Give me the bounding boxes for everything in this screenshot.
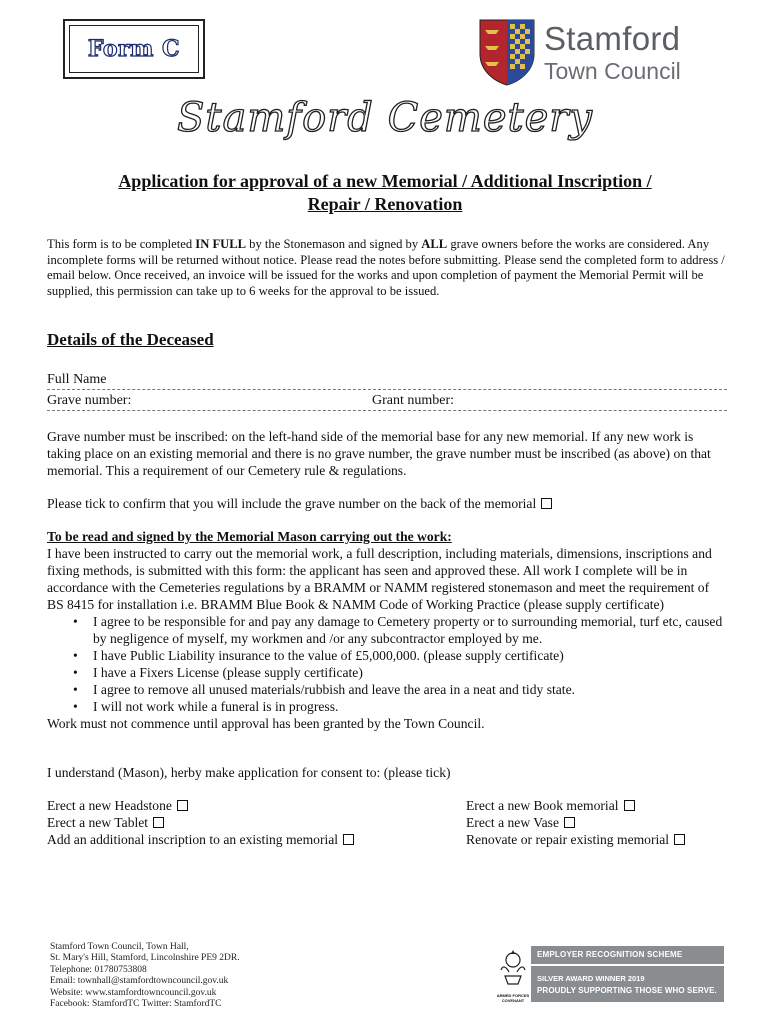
option-new-book-memorial-checkbox[interactable] bbox=[624, 800, 635, 811]
mason-heading: To be read and signed by the Memorial Mason carrying out the work: bbox=[47, 529, 452, 544]
address-line: Stamford Town Council, Town Hall, bbox=[50, 942, 189, 952]
full-name-label: Full Name bbox=[47, 372, 107, 387]
mason-agreements-list bbox=[47, 613, 727, 715]
consent-intro: I understand (Mason), herby make application for consent to: (please tick) bbox=[47, 765, 451, 780]
grant-number-field[interactable]: Grant number: bbox=[372, 393, 455, 408]
list-item: • I agree to be responsible for and pay any damage to Cemetery property or to surrounding memorial, turf etc, caused by negligence of myself, my workmen and /or any subcontractor employed by me. bbox=[93, 613, 727, 647]
option-additional-inscription-checkbox[interactable] bbox=[343, 834, 354, 845]
covenant-award-banner bbox=[531, 946, 724, 1002]
email-link[interactable]: Email: townhall@stamfordtowncouncil.gov.uk bbox=[50, 976, 229, 987]
option-additional-inscription bbox=[47, 831, 354, 848]
mason-closing: Work must not commence until approval has been granted by the Town Council. bbox=[47, 716, 485, 731]
mason-section bbox=[47, 528, 727, 732]
covenant-emblem bbox=[495, 946, 531, 1002]
form-c-badge bbox=[63, 19, 205, 79]
intro-paragraph bbox=[47, 237, 727, 299]
intro-text-3: grave owners before the works are considered. Any incomplete forms will be returned without notice. Please read the notes before submitting. Please send the completed form to address / email below. Once received, an invoice will be issued for the works and upon completion of payment the Memorial Permit will be supplied, this permission can take up to 6 weeks for the approval to be issued. bbox=[47, 237, 725, 298]
banner-award-label: SILVER AWARD WINNER 2019 bbox=[537, 974, 645, 983]
council-crest-icon bbox=[478, 18, 536, 86]
intro-text-2: by the Stonemason and signed by bbox=[246, 237, 422, 251]
covenant-crest-icon bbox=[495, 946, 531, 988]
option-label: Erect a new Tablet bbox=[47, 815, 149, 830]
list-item: • I will not work while a funeral is in progress. bbox=[93, 698, 727, 715]
intro-text-1: This form is to be completed bbox=[47, 237, 196, 251]
option-renovate-repair bbox=[466, 831, 685, 848]
option-label: Erect a new Vase bbox=[466, 815, 559, 830]
grave-number-field[interactable]: Grave number: bbox=[47, 393, 132, 408]
consent-options-left bbox=[47, 797, 354, 848]
option-new-book-memorial bbox=[466, 797, 685, 814]
grave-number-confirm-checkbox[interactable] bbox=[541, 498, 552, 509]
banner-scheme-label: EMPLOYER RECOGNITION SCHEME bbox=[537, 950, 683, 959]
option-new-tablet bbox=[47, 814, 354, 831]
intro-emphasis-in-full: IN FULL bbox=[195, 237, 247, 251]
option-new-headstone-checkbox[interactable] bbox=[177, 800, 188, 811]
intro-emphasis-all: ALL bbox=[421, 237, 448, 251]
option-label: Erect a new Book memorial bbox=[466, 798, 619, 813]
cemetery-title: Stamford Cemetery bbox=[177, 95, 593, 141]
address-line: St. Mary's Hill, Stamford, Lincolnshire PE9 2DR. bbox=[50, 953, 240, 964]
option-label: Add an additional inscription to an existing memorial bbox=[47, 832, 339, 847]
list-item: • I have a Fixers License (please supply certificate) bbox=[93, 664, 727, 681]
banner-tagline: PROUDLY SUPPORTING THOSE WHO SERVE. bbox=[537, 986, 717, 995]
full-name-field[interactable] bbox=[47, 372, 727, 390]
consent-options-right bbox=[466, 797, 685, 848]
grave-grant-row bbox=[47, 393, 727, 411]
application-title-line2: Repair / Renovation bbox=[307, 194, 463, 214]
council-logo bbox=[478, 18, 718, 88]
council-name-line1: Stamford bbox=[544, 20, 681, 57]
footer-address bbox=[50, 942, 240, 1010]
inscribe-note: Grave number must be inscribed: on the left-hand side of the memorial base for any new memorial. If any new work is taking place on an existing memorial and there is no grave number, the grave number must be inscribed (as above) on that memorial. This a requirement of our Cemetery rule & regulations. bbox=[47, 429, 711, 478]
application-title bbox=[40, 170, 730, 216]
social-line: Facebook: StamfordTC Twitter: StamfordTC bbox=[50, 999, 222, 1010]
list-item: • I have Public Liability insurance to the value of £5,000,000. (please supply certificate) bbox=[93, 647, 727, 664]
option-new-tablet-checkbox[interactable] bbox=[153, 817, 164, 828]
form-c-badge-frame bbox=[69, 25, 199, 73]
option-new-headstone bbox=[47, 797, 354, 814]
list-item: • I agree to remove all unused materials/rubbish and leave the area in a neat and tidy state. bbox=[93, 681, 727, 698]
option-label: Renovate or repair existing memorial bbox=[466, 832, 670, 847]
option-new-vase-checkbox[interactable] bbox=[564, 817, 575, 828]
grave-number-confirm-text: Please tick to confirm that you will include the grave number on the back of the memorial bbox=[47, 496, 537, 511]
details-heading: Details of the Deceased bbox=[47, 330, 214, 349]
option-new-vase bbox=[466, 814, 685, 831]
form-c-label: Form C bbox=[87, 36, 181, 62]
telephone-line: Telephone: 01780753808 bbox=[50, 964, 147, 975]
application-title-line1: Application for approval of a new Memorial / Additional Inscription / bbox=[118, 171, 652, 191]
banner-divider bbox=[531, 964, 724, 966]
council-name-line2: Town Council bbox=[544, 58, 681, 84]
covenant-label: ARMED FORCES COVENANT bbox=[496, 993, 530, 1003]
option-label: Erect a new Headstone bbox=[47, 798, 172, 813]
website-link[interactable]: Website: www.stamfordtowncouncil.gov.uk bbox=[50, 987, 217, 998]
option-renovate-repair-checkbox[interactable] bbox=[674, 834, 685, 845]
grave-number-confirm-row bbox=[47, 495, 727, 512]
mason-statement: I have been instructed to carry out the memorial work, a full description, including materials, dimensions, inscriptions and fixing methods, is submitted with this form: the applicant has seen and approved these. All work I complete will be in accordance with the Cemeteries regulations by a BRAMM or NAMM registered stonemason and meet the requirement of BS 8415 for installation i.e. BRAMM Blue Book & NAMM Code of Working Practice (please supply certificate) bbox=[47, 546, 712, 612]
